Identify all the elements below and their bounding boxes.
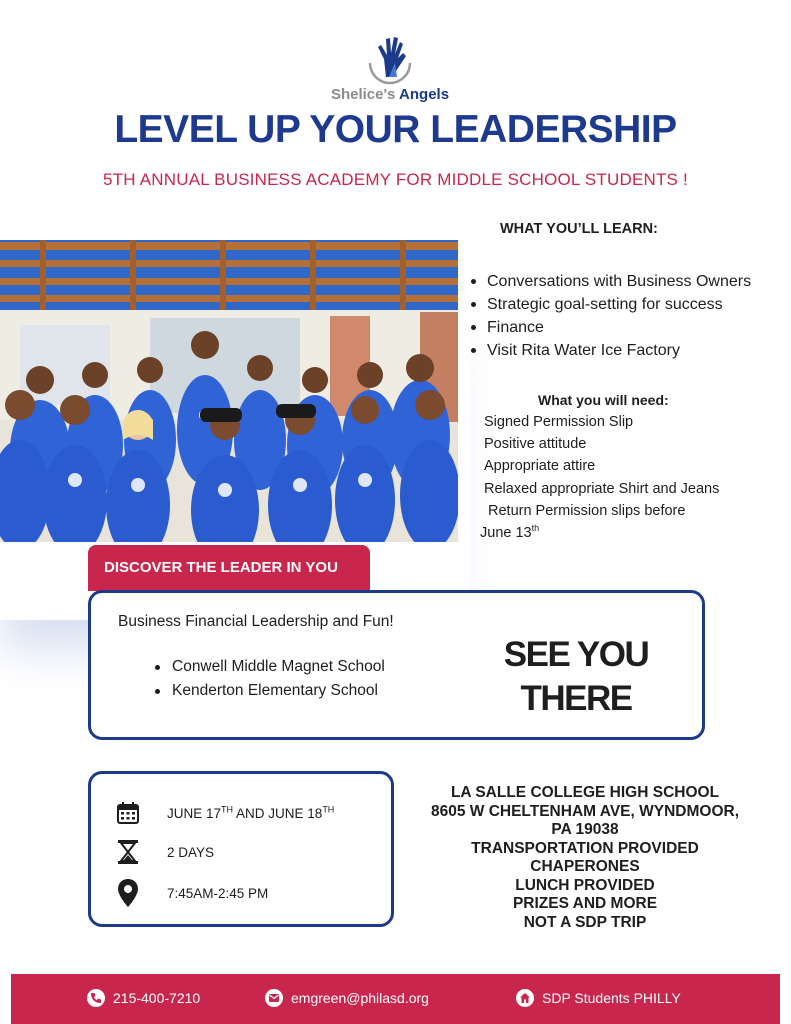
footer-email[interactable] <box>265 989 429 1007</box>
footer-social[interactable] <box>516 989 681 1007</box>
venue-line: LUNCH PROVIDED <box>515 876 655 894</box>
date-start: JUNE 17 <box>167 805 222 821</box>
calendar-icon <box>115 800 141 826</box>
venue-line: NOT A SDP TRIP <box>523 913 647 931</box>
brand-name-part1: Shelice's <box>330 86 396 103</box>
learn-heading: WHAT YOU’LL LEARN: <box>500 221 658 237</box>
email-address: emgreen@philasd.org <box>291 990 429 1006</box>
venue-line: 8605 W CHELTENHAM AVE, WYNDMOOR, <box>430 802 739 820</box>
deadline-suffix: th <box>531 523 540 534</box>
discover-heading: Business Financial Leadership and Fun! <box>118 613 394 630</box>
list-item: Visit Rita Water Ice Factory <box>468 339 751 362</box>
list-item: Conwell Middle Magnet School <box>155 655 385 679</box>
venue-line: PA 19038 <box>551 821 619 838</box>
location-pin-icon <box>115 880 141 906</box>
event-duration: 2 DAYS <box>167 844 215 860</box>
discover-tab: DISCOVER THE LEADER IN YOU <box>88 545 370 591</box>
list-item: Strategic goal-setting for success <box>468 293 751 316</box>
callout-line: THERE <box>520 679 632 718</box>
phone-number: 215-400-7210 <box>113 990 201 1006</box>
event-time: 7:45AM-2:45 PM <box>167 885 269 901</box>
group-photo <box>0 240 458 542</box>
brand-name <box>300 86 480 103</box>
venue-line: CHAPERONES <box>530 858 640 875</box>
callout-line: SEE YOU <box>503 635 649 674</box>
event-dates <box>167 806 334 821</box>
deadline-date: June 13 <box>480 525 532 541</box>
footer-phone[interactable] <box>87 989 200 1007</box>
need-heading: What you will need: <box>538 392 669 408</box>
need-item: Appropriate attire <box>484 458 596 474</box>
venue-details <box>410 784 760 932</box>
venue-line: LA SALLE COLLEGE HIGH SCHOOL <box>450 784 720 801</box>
list-item: Conversations with Business Owners <box>468 270 751 293</box>
date-end: AND JUNE 18 <box>233 805 323 821</box>
need-item: Positive attitude <box>484 436 587 452</box>
schedule-row-dates <box>115 800 335 826</box>
social-handle: SDP Students PHILLY <box>542 990 681 1006</box>
need-item: Signed Permission Slip <box>484 414 634 430</box>
page-title: LEVEL UP YOUR LEADERSHIP <box>114 108 677 151</box>
hourglass-icon <box>115 839 141 865</box>
venue-line: PRIZES AND MORE <box>512 895 658 912</box>
date-end-suffix: TH <box>322 804 335 814</box>
need-item: Return Permission slips before <box>488 503 686 519</box>
schedule-box <box>88 771 394 927</box>
date-start-suffix: TH <box>221 804 234 814</box>
school-list <box>155 655 385 703</box>
discover-box <box>88 590 705 740</box>
need-item: Relaxed appropriate Shirt and Jeans <box>484 481 720 497</box>
home-icon <box>516 989 534 1007</box>
list-item: Finance <box>468 316 751 339</box>
learn-list <box>468 270 751 362</box>
need-deadline <box>480 525 539 541</box>
schedule-row-time <box>115 880 269 906</box>
mail-icon <box>265 989 283 1007</box>
page-subtitle: 5TH ANNUAL BUSINESS ACADEMY FOR MIDDLE SCHOOL STUDENTS ! <box>103 170 688 189</box>
list-item: Kenderton Elementary School <box>155 679 385 703</box>
hand-logo-icon <box>362 33 418 87</box>
contact-footer <box>11 974 780 1024</box>
brand-name-part2: Angels <box>399 86 450 103</box>
see-you-there-callout <box>476 633 676 721</box>
schedule-row-duration <box>115 839 215 865</box>
venue-line: TRANSPORTATION PROVIDED <box>471 839 699 857</box>
phone-icon <box>87 989 105 1007</box>
